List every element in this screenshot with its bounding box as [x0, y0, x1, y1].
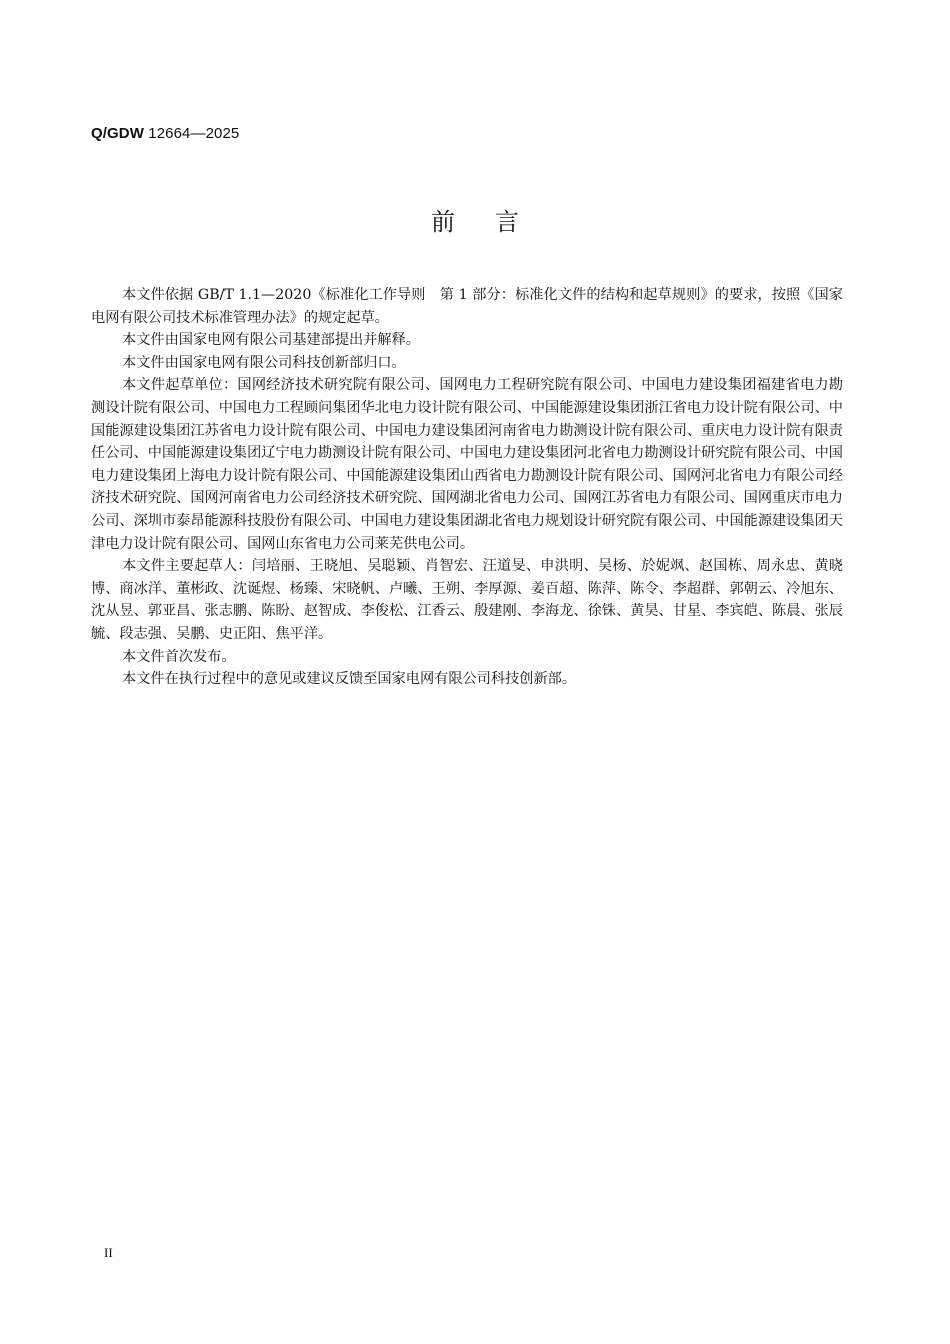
- document-code-prefix: Q/GDW: [91, 125, 144, 142]
- foreword-body: [91, 284, 843, 691]
- paragraph-first-release: 本文件首次发布。: [122, 648, 236, 665]
- paragraph-drafters: 本文件主要起草人：闫培丽、王晓旭、吴聪颖、肖智宏、汪道旻、申洪明、吴杨、於妮飒、赵国栋、周永忠、黄晓博、商冰洋、董彬政、沈诞煜、杨臻、宋晓帆、卢曦、王朔、李厚源、姜百超、陈萍、陈令、李超群、郭朝云、冷旭东、沈从昱、郭亚昌、张志鹏、陈盼、赵智成、李俊松、江香云、殷建刚、李海龙、徐铢、黄昊、甘星、李宾皑、陈晨、张辰毓、段志强、吴鹏、史正阳、焦平洋。: [91, 558, 843, 642]
- document-code-number: 12664—2025: [144, 125, 240, 142]
- paragraph-drafting-units: 本文件起草单位：国网经济技术研究院有限公司、国网电力工程研究院有限公司、中国电力建设集团福建省电力勘测设计院有限公司、中国电力工程顾问集团华北电力设计院有限公司、中国能源建设集团浙江省电力设计院有限公司、中国能源建设集团江苏省电力设计院有限公司、中国电力建设集团河南省电力勘测设计院有限公司、重庆电力设计院有限责任公司、中国能源建设集团辽宁电力勘测设计院有限公司、中国电力建设集团河北省电力勘测设计研究院有限公司、中国电力建设集团上海电力设计院有限公司、中国能源建设集团山西省电力勘测设计院有限公司、国网河北省电力有限公司经济技术研究院、国网河南省电力公司经济技术研究院、国网湖北省电力公司、国网江苏省电力有限公司、国网重庆市电力公司、深圳市泰昂能源科技股份有限公司、中国电力建设集团湖北省电力规划设计研究院有限公司、中国能源建设集团天津电力设计院有限公司、国网山东省电力公司莱芜供电公司。: [91, 377, 843, 552]
- paragraph-administrator: 本文件由国家电网有限公司科技创新部归口。: [122, 354, 406, 371]
- section-title: 前言: [431, 208, 559, 236]
- paragraph-feedback: 本文件在执行过程中的意见或建议反馈至国家电网有限公司科技创新部。: [122, 671, 577, 688]
- paragraph-proposer: 本文件由国家电网有限公司基建部提出并解释。: [122, 332, 420, 349]
- page-number: II: [104, 1245, 113, 1260]
- paragraph-basis: 本文件依据 GB/T 1.1—2020《标准化工作导则 第 1 部分：标准化文件的结构和起草规则》的要求，按照《国家电网有限公司技术标准管理办法》的规定起草。: [91, 287, 843, 326]
- document-code: [91, 124, 239, 144]
